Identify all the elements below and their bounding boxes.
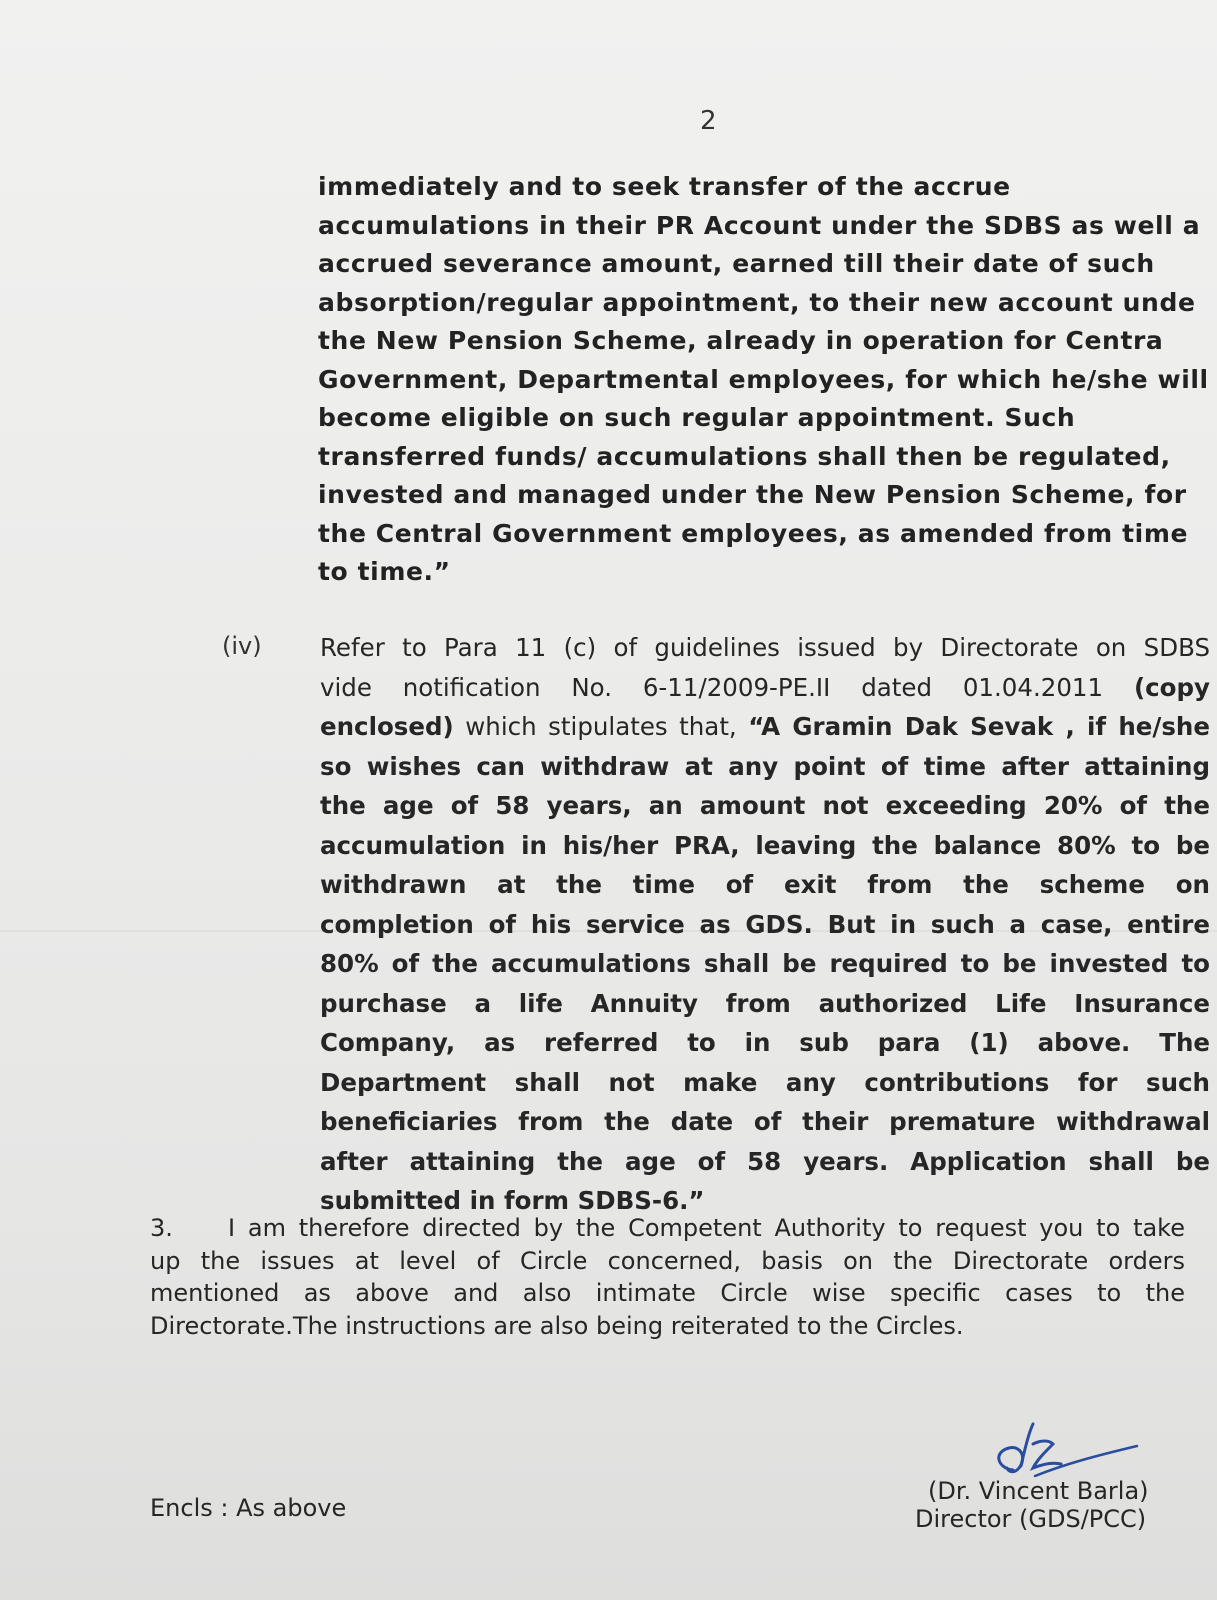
quote-line: the New Pension Scheme, already in operation for Centra [318,326,1164,355]
notification-reference: vide notification No. 6-11/2009-PE.II dated 01.04.2011 [320,672,1104,702]
quote-line: Government, Departmental employees, for which he/she will [318,364,1209,394]
quote-line: absorption/regular appointment, to their new account unde [318,287,1196,317]
quote-line: invested and managed under the New Pension Scheme, for [318,480,1187,509]
enclosed-text: enclosed) [320,712,454,741]
item-iv-bold-line: submitted in form SDBS-6.” [320,1186,705,1215]
item-iv-bold-line: beneficiaries from the date of their premature withdrawal [320,1107,1210,1136]
item-iv-bold-line: the age of 58 years, an amount not exceeding 20% of the [320,791,1210,820]
item-iv-bold-line: Department shall not make any contributions for such [320,1067,1210,1097]
quote-line: accumulations in their PR Account under the SDBS as well a [318,210,1201,240]
item-iv-bold-line: purchase a life Annuity from authorized Life Insurance [320,988,1210,1018]
para3-line: up the issues at level of Circle concerned, basis on the Directorate orders [150,1246,1185,1275]
page-number: 2 [700,106,717,136]
para3-number: 3. [150,1214,173,1242]
item-iv-line [320,707,1210,747]
quote-line: become eligible on such regular appointment. Such [318,403,1076,432]
item-iv-label: (iv) [222,632,262,660]
item-iv-line: Refer to Para 11 (c) of guidelines issued by Directorate on SDBS [320,633,1210,662]
paragraph-3 [150,1212,1185,1342]
quoted-paragraph [318,168,1217,592]
item-iv-bold-line: 80% of the accumulations shall be required to be invested to [320,949,1210,978]
para3-line: mentioned as above and also intimate Circle wise specific cases to the [150,1279,1185,1307]
quote-line: to time.” [318,557,451,586]
para3-line: Directorate.The instructions are also being reiterated to the Circles. [150,1311,964,1340]
para3-first-text: I am therefore directed by the Competent Authority to request you to take [228,1214,1185,1242]
quote-line: accrued severance amount, earned till their date of such [318,249,1155,278]
item-iv-bold-line: withdrawn at the time of exit from the scheme on [320,870,1210,899]
stipulates-text: which stipulates that, [453,712,749,741]
signatory-name: (Dr. Vincent Barla) [928,1477,1149,1505]
item-iv-bold-line: completion of his service as GDS. But in such a case, entire [320,909,1210,939]
quote-line: transferred funds/ accumulations shall then be regulated, [318,441,1171,471]
quote-start-text: “A Gramin Dak Sevak , if he/she [748,712,1210,741]
signatory-title: Director (GDS/PCC) [915,1505,1147,1533]
copy-enclosed-text: (copy [1133,672,1210,702]
item-iv-bold-line: accumulation in his/her PRA, leaving the balance 80% to be [320,830,1210,860]
item-iv-line [320,668,1210,708]
item-iv-bold-line: Company, as referred to in sub para (1) above. The [320,1028,1210,1057]
para3-line [150,1212,1185,1245]
item-iv-bold-line: so wishes can withdraw at any point of time after attaining [320,751,1210,781]
enclosures-note: Encls : As above [150,1494,347,1522]
item-iv-bold-line: after attaining the age of 58 years. Application shall be [320,1146,1210,1176]
quote-line: the Central Government employees, as amended from time [318,518,1189,548]
quote-line: immediately and to seek transfer of the accrue [318,172,1011,201]
item-iv-paragraph [320,628,1210,1221]
